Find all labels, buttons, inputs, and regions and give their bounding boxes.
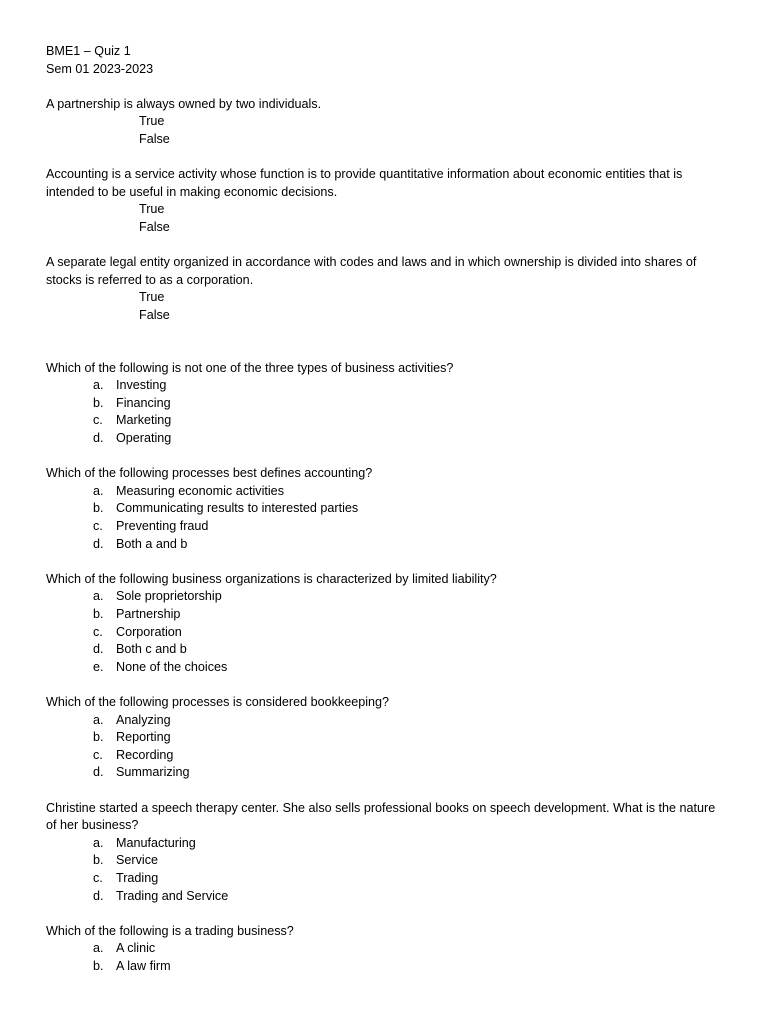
choice-option [46,888,726,906]
choice-text: Trading and Service [116,888,229,903]
choice-text: Financing [116,395,171,410]
choice-letter: b. [93,730,104,745]
question-text: Christine started a speech therapy center. She also sells professional books on speech development. What is the nature of her business? [46,800,716,833]
choice-letter: d. [93,536,104,551]
choice-option [46,606,726,624]
spacer [46,149,726,167]
choice-letter: b. [93,395,104,410]
choice-letter: c. [93,624,103,639]
choice-option [46,870,726,888]
choice-text: Investing [116,378,167,393]
choice-letter: a. [93,835,104,850]
option-false: False [139,131,170,146]
choice-text: Measuring economic activities [116,483,284,498]
question-block [46,571,726,677]
spacer [46,782,726,800]
choice-text: Operating [116,431,172,446]
choice-letter: a. [93,941,104,956]
option-false: False [139,307,170,322]
choice-letter: d. [93,431,104,446]
choice-option [46,835,726,853]
choice-text: Manufacturing [116,835,196,850]
choice-text: Service [116,853,158,868]
choice-text: Reporting [116,730,171,745]
choice-text: A law firm [116,958,171,973]
choice-letter: d. [93,642,104,657]
choice-text: Corporation [116,624,182,639]
choice-option [46,624,726,642]
spacer [46,237,726,255]
question-text: Which of the following processes best defines accounting? [46,466,373,481]
choice-letter: d. [93,888,104,903]
choice-text: Communicating results to interested parties [116,501,359,516]
question-block [46,96,726,149]
choice-option [46,412,726,430]
choice-option [46,395,726,413]
choice-letter: c. [93,870,103,885]
spacer [46,676,726,694]
choice-text: A clinic [116,941,156,956]
choice-text: Marketing [116,413,172,428]
option-false: False [139,219,170,234]
spacer [46,448,726,466]
choice-text: Partnership [116,607,181,621]
spacer [46,905,726,923]
semester-label: Sem 01 2023-2023 [46,61,154,76]
question-block [46,800,726,906]
choice-text: Summarizing [116,765,190,780]
option-true: True [139,202,165,217]
choice-option [46,712,726,730]
choice-option [46,747,726,765]
spacer [46,78,726,96]
choice-option [46,659,726,677]
choice-text: None of the choices [116,659,228,674]
choice-option [46,729,726,747]
question-block [46,694,726,782]
choice-option [46,518,726,536]
choice-option [46,536,726,554]
choice-text: Preventing fraud [116,519,209,534]
choice-text: Both a and b [116,536,188,551]
choice-letter: b. [93,501,104,516]
choice-letter: e. [93,659,104,674]
question-block [46,923,726,976]
choice-letter: d. [93,765,104,780]
choice-option [46,588,726,606]
question-block [46,465,726,553]
choice-letter: c. [93,413,103,428]
choice-option [46,641,726,659]
course-title: BME1 – Quiz 1 [46,44,131,58]
question-text: Which of the following is a trading business? [46,923,294,938]
question-text: Which of the following processes is considered bookkeeping? [46,694,390,709]
choice-letter: a. [93,483,104,498]
choice-option [46,500,726,518]
choice-text: Both c and b [116,642,187,657]
spacer [46,325,726,360]
choice-option [46,764,726,782]
choice-letter: b. [93,958,104,973]
spacer [46,553,726,571]
choice-text: Analyzing [116,712,171,727]
choice-option [46,377,726,395]
choice-option [46,958,726,976]
question-block [46,254,726,324]
option-true: True [139,114,165,129]
question-text: A separate legal entity organized in accordance with codes and laws and in which ownership is divided into shares of stocks is referred to as a corporation. [46,255,697,287]
choice-text: Recording [116,747,174,762]
choice-letter: a. [93,712,104,727]
choice-option [46,852,726,870]
choice-letter: b. [93,853,104,868]
choice-text: Trading [116,870,159,885]
choice-option [46,483,726,501]
question-text: Which of the following business organizations is characterized by limited liability? [46,571,497,586]
choice-letter: b. [93,607,104,621]
question-text: Which of the following is not one of the three types of business activities? [46,360,454,375]
option-true: True [139,290,165,305]
choice-option [46,430,726,448]
quiz-document [46,43,726,975]
choice-letter: c. [93,747,103,762]
choice-letter: c. [93,519,103,534]
question-text: Accounting is a service activity whose function is to provide quantitative information about economic entities that is intended to be useful in making economic decisions. [46,167,683,199]
choice-letter: a. [93,589,104,604]
choice-letter: a. [93,378,104,393]
question-block [46,166,726,236]
question-block [46,360,726,448]
question-text: A partnership is always owned by two individuals. [46,96,322,111]
choice-option [46,940,726,958]
choice-text: Sole proprietorship [116,589,222,604]
